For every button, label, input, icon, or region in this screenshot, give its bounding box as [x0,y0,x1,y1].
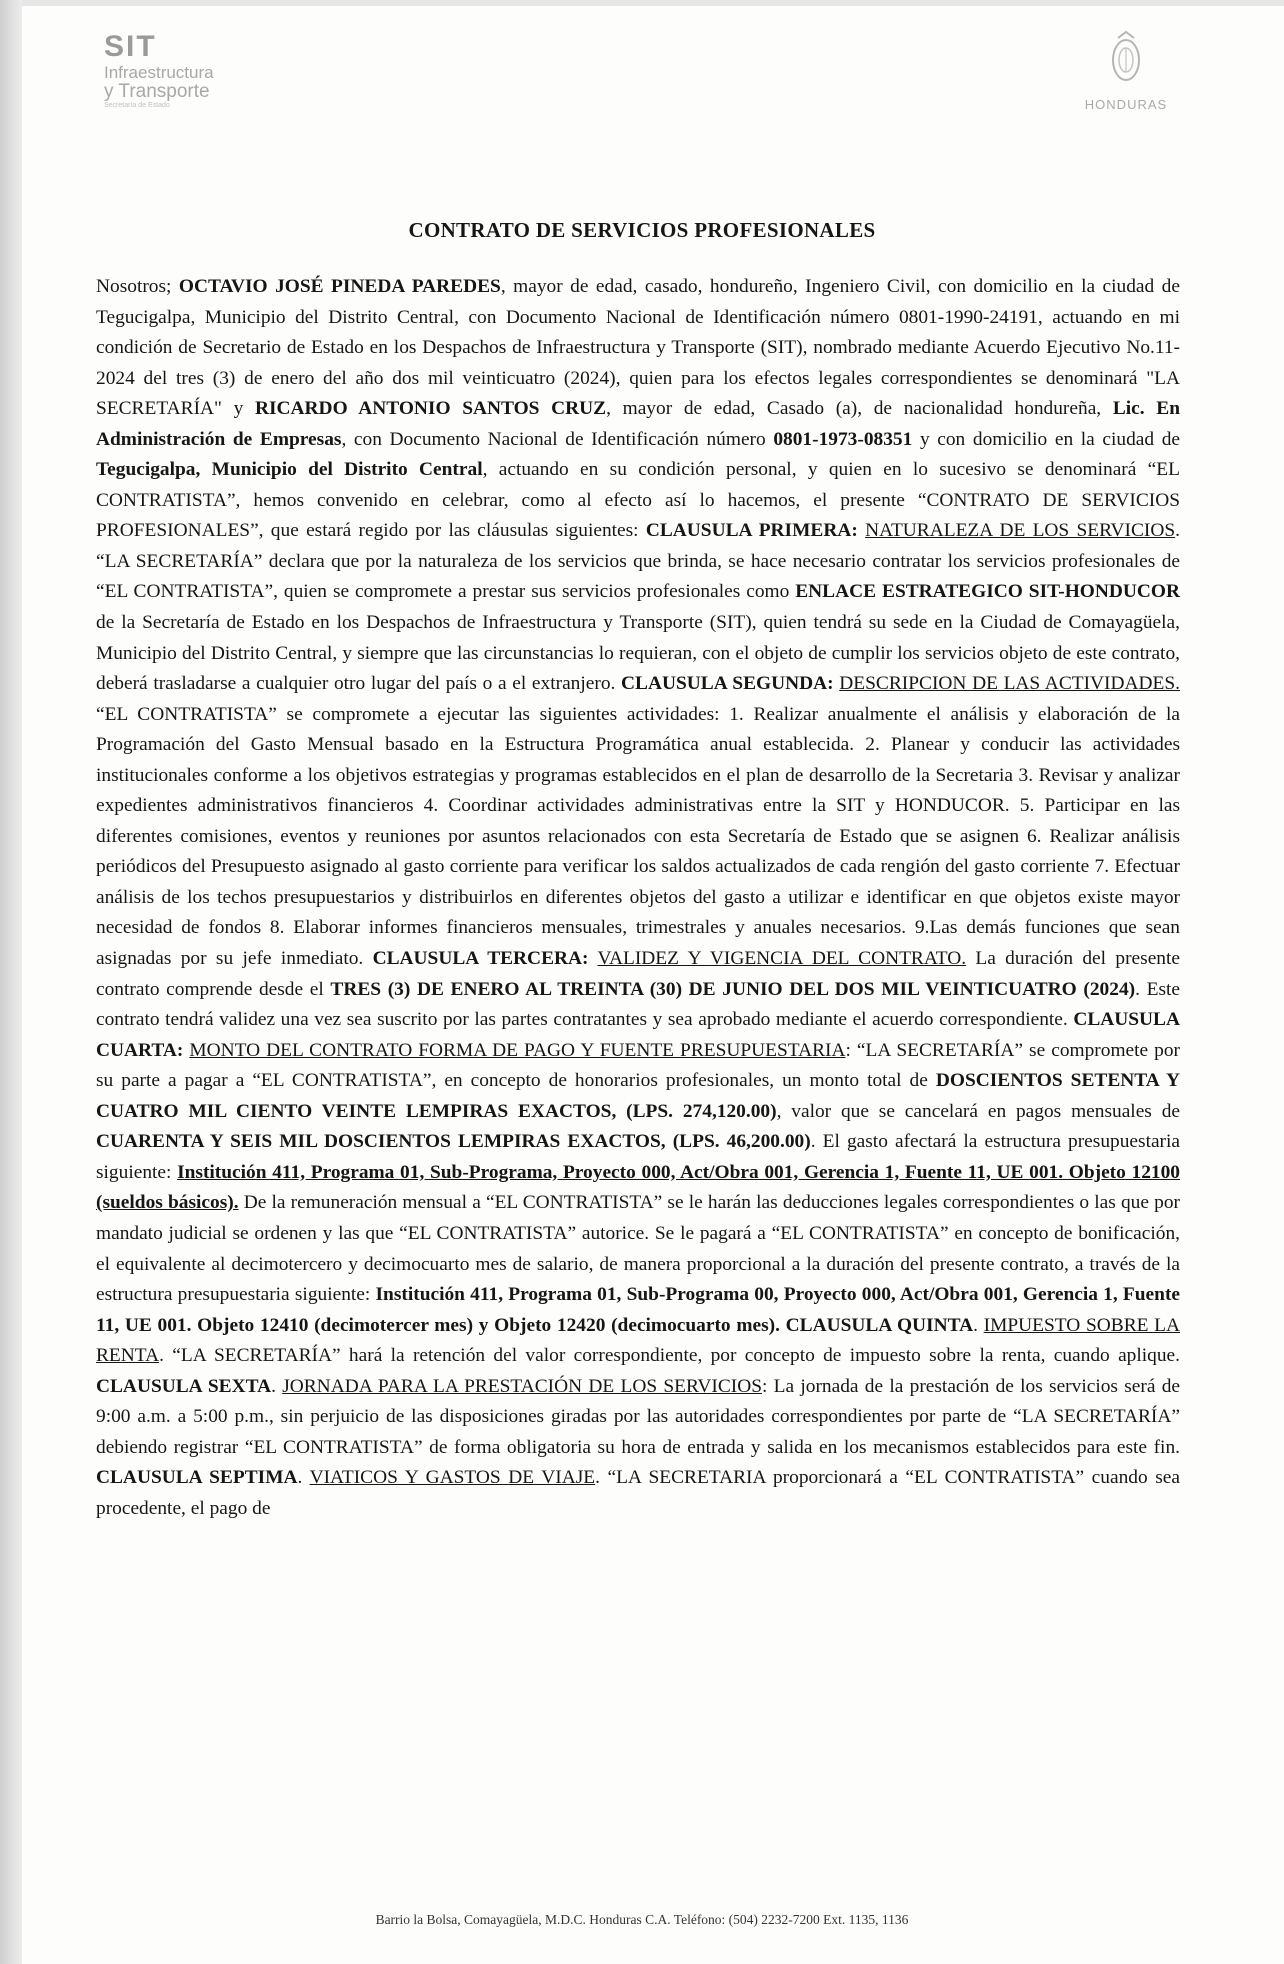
text-run: , valor que se cancelará en pagos mensuales de [776,1100,1180,1122]
emphasis-run: JORNADA PARA LA PRESTACIÓN DE LOS SERVICIOS [282,1375,763,1397]
text-run: . [271,1375,283,1397]
emphasis-run: DESCRIPCION DE LAS ACTIVIDADES. [839,673,1180,695]
sit-logo-line1: Infraestructura [104,63,214,82]
footer-address: Barrio la Bolsa, Comayagüela, M.D.C. Honduras C.A. Teléfono: (504) 2232-7200 Ext. 1135, 1136 [375,1912,909,1927]
sit-logo [104,30,214,109]
sit-logo-line2: y Transporte [104,81,210,102]
emphasis-run: CLAUSULA SEPTIMA [96,1467,298,1489]
emphasis-run: OCTAVIO JOSÉ PINEDA PAREDES [178,276,501,297]
text-run: La duración del presente contrato comprende desde el [96,948,1180,1000]
contract-body [96,272,1180,1524]
emphasis-run: VALIDEZ Y VIGENCIA DEL CONTRATO. [597,948,967,970]
text-run: “EL CONTRATISTA” se compromete a ejecutar las siguientes actividades: 1. Realizar anualmente el análisis y elaboración de la Programación del Gasto Mensual basado en la Estructura Programática anual establecida. 2. Planear y conducir las actividades institucionales conforme a los objetivos estrategias y programas establecidos en el plan de desarrollo de la Secretaria 3. Revisar y analizar expedientes administrativos financieros 4. Coordinar actividades administrativas entre la SIT y HONDUCOR. 5. Participar en las diferentes comisiones, eventos y reuniones por asuntos relacionados con esta Secretaría de Estado que se asignen 6. Realizar análisis periódicos del Presupuesto asignado al gasto corriente para verificar los saldos actualizados de cada rengión del gasto corriente 7. Efectuar análisis de los techos presupuestarios y distribuirlos en diferentes objetos del gasto a utilizar e identificar en que objetos existe mayor necesidad de fondos 8. Elaborar informes financieros mensuales, trimestrales y anuales necesarios. 9.Las demás funciones que sean asignadas por su jefe inmediato. [96,703,1180,970]
emphasis-run: CLAUSULA CUARTA: [96,1009,1180,1061]
emphasis-run: CLAUSULA SEGUNDA: [621,673,834,695]
emphasis-run: 0801-1973-08351 [773,428,913,450]
emphasis-run: CLAUSULA QUINTA [785,1314,974,1336]
scan-top-edge [0,0,1284,6]
text-run: , mayor de edad, casado, hondureño, Ingeniero Civil, con domicilio en la ciudad de Tegucigalpa, Municipio del Distrito Central, con Documento Nacional de Identificación número 0801-1990-24191, actuando en mi condición de Secretario de Estado en los Despachos de Infraestructura y Transporte (SIT), nombrado mediante Acuerdo Ejecutivo No.11-2024 del tres (3) de enero del año dos mil veinticuatro (2024), quien para los efectos legales correspondientes se denominará "LA SECRETARÍA" y [96,276,1180,420]
emphasis-run: Tegucigalpa, Municipio del Distrito Central [96,459,483,481]
text-run: de la Secretaría de Estado en los Despachos de Infraestructura y Transporte (SIT), quien tendrá su sede en la Ciudad de Comayagüela, Municipio del Distrito Central, y siempre que las circunstancias lo requieran, con el objeto de cumplir los servicios objeto de este contrato, deberá trasladarse a cualquier otro lugar del país o a el extranjero. [96,612,1180,695]
honduras-logo-text: HONDURAS [1084,97,1168,112]
text-run: y con domicilio en la ciudad de [912,428,1180,450]
text-run: , mayor de edad, Casado (a), de nacionalidad hondureña, [606,398,1113,420]
sit-logo-mark: SIT [104,30,157,63]
emphasis-run: RICARDO ANTONIO SANTOS CRUZ [255,398,607,420]
emphasis-run: DOSCIENTOS SETENTA Y CUATRO MIL CIENTO VEINTE LEMPIRAS EXACTOS, (LPS. 274,120.00) [96,1070,1180,1122]
text-run: De la remuneración mensual a “EL CONTRATISTA” se le harán las deducciones legales correspondientes o las que por mandato judicial se ordenen y las que “EL CONTRATISTA” autorice. Se le pagará a “EL CONTRATISTA” en concepto de bonificación, el equivalente al decimotercero y decimocuarto mes de salario, de manera proporcional a la duración del presente contrato, a través de la estructura presupuestaria siguiente: [96,1192,1180,1306]
text-run: . [297,1467,310,1489]
text-run: . “LA SECRETARÍA” declara que por la naturaleza de los servicios que brinda, se hace necesario contratar los servicios profesionales de “EL CONTRATISTA”, quien se compromete a prestar sus servicios profesionales como [96,520,1180,603]
scan-left-edge [0,0,22,1964]
text-run: . El gasto afectará la estructura presupuestaria siguiente: [96,1131,1181,1183]
text-run: Nosotros; [96,276,179,297]
document-title: CONTRATO DE SERVICIOS PROFESIONALES [408,218,876,242]
emphasis-run: CLAUSULA PRIMERA: [645,520,858,542]
emphasis-run: Lic. En Administración de Empresas [96,398,1180,450]
coat-of-arms-icon [1106,30,1146,86]
emphasis-run: CLAUSULA TERCERA: [372,948,589,970]
sit-logo-line3: Secretaría de Estado [104,102,170,109]
emphasis-run: Institución 411, Programa 01, Sub-Programa, Proyecto 000, Act/Obra 001, Gerencia 1, Fuente 11, UE 001. Objeto 12100 (sueldos básicos). [96,1161,1180,1214]
honduras-logo [1066,30,1186,112]
emphasis-run: VIATICOS Y GASTOS DE VIAJE [309,1467,596,1489]
emphasis-run: IMPUESTO SOBRE LA RENTA [96,1314,1181,1367]
text-run [858,520,865,541]
emphasis-run: Institución 411, Programa 01, Sub-Programa 00, Proyecto 000, Act/Obra 001, Gerencia 1, Fuente 11, UE 001. Objeto 12410 (decimotercer mes) y Objeto 12420 (decimocuarto mes). [96,1284,1181,1336]
text-run: . “LA SECRETARÍA” hará la retención del valor correspondiente, por concepto de impuesto sobre la renta, cuando aplique. [159,1345,1180,1367]
emphasis-run: CUARENTA Y SEIS MIL DOSCIENTOS LEMPIRAS EXACTOS, (LPS. 46,200.00) [96,1131,811,1153]
emphasis-run: TRES (3) DE ENERO AL TREINTA (30) DE JUNIO DEL DOS MIL VEINTICUATRO (2024) [330,978,1136,1000]
text-run: : “LA SECRETARÍA” se compromete por su parte a pagar a “EL CONTRATISTA”, en concepto de honorarios profesionales, un monto total de [96,1039,1181,1092]
emphasis-run: NATURALEZA DE LOS SERVICIOS [865,520,1176,542]
text-run: . “LA SECRETARIA proporcionará a “EL CONTRATISTA” cuando sea procedente, el pago de [96,1467,1180,1519]
text-run: , actuando en su condición personal, y quien en lo sucesivo se denominará “EL CONTRATISTA”, hemos convenido en celebrar, como al efecto así lo hacemos, el presente “CONTRATO DE SERVICIOS PROFESIONALES”, que estará regido por las cláusulas siguientes: [96,459,1180,542]
emphasis-run: ENLACE ESTRATEGICO SIT-HONDUCOR [795,581,1180,603]
contract-paragraph [96,272,1180,1524]
text-run: : La jornada de la prestación de los servicios será de 9:00 a.m. a 5:00 p.m., sin perjuicio de las disposiciones giradas por las autoridades correspondientes por parte de “LA SECRETARÍA” debiendo registrar “EL CONTRATISTA” de forma obligatoria su hora de entrada y salida en los mecanismos establecidos para este fin. [96,1375,1180,1458]
emphasis-run: CLAUSULA SEXTA [96,1375,272,1397]
text-run: . [973,1314,984,1336]
emphasis-run: MONTO DEL CONTRATO FORMA DE PAGO Y FUENTE PRESUPUESTARIA [189,1039,846,1061]
text-run: . Este contrato tendrá validez una vez sea suscrito por las partes contratantes y sea aprobado mediante el acuerdo correspondiente. [96,978,1180,1031]
text-run: , con Documento Nacional de Identificación número [341,428,774,450]
